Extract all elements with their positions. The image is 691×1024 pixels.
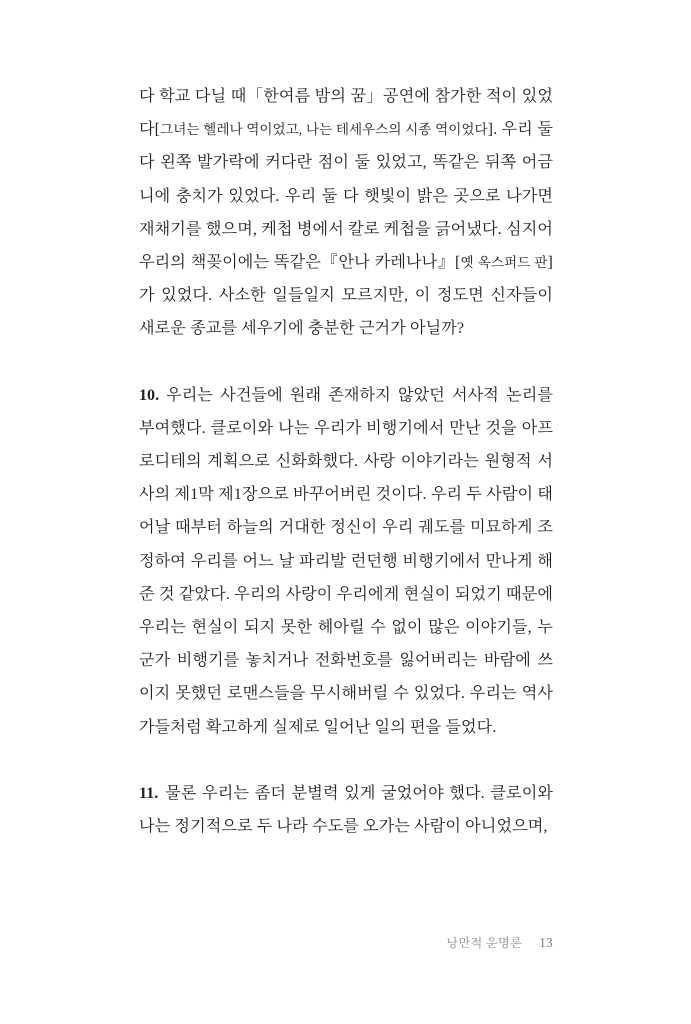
paragraph-11-text: 물론 우리는 좀더 분별력 있게 굴었어야 했다. 클로이와 나는 정기적으로 두 나라 수도를 오가는 사람이 아니었으며, <box>139 784 553 836</box>
paragraph-annotation-1: 그녀는 헬레나 역이었고, 나는 테세우스의 시종 역이었다 <box>160 122 488 138</box>
paragraph-annotation-2: 옛 옥스퍼드 판 <box>460 255 548 271</box>
paragraph-number-11: 11. <box>139 784 159 802</box>
paragraph-10-text: 우리는 사건들에 원래 존재하지 않았던 서사적 논리를 부여했다. 클로이와 나는 우리가 비행기에서 만난 것을 아프로디테의 계획으로 신화화했다. 사랑 이야기라는 원형적 서사의 제1막 제1장으로 바꾸어버린 것이다. 우리 두 사람이 태어날 때부터 하늘의 거대한 정신이 우리 궤도를 미묘하게 조정하여 우리를 어느 날 파리발 런던행 비행기에서 만나게 해준 것 같았다. 우리의 사랑이 우리에게 현실이 되었기 때문에 우리는 현실이 되지 못한 헤아릴 수 없이 많은 이야기들, 누군가 비행기를 놓치거나 전화번호를 잃어버리는 바람에 쓰이지 못했던 로맨스들을 무시해버릴 수 있었다. 우리는 역사가들처럼 확고하게 실제로 일어난 일의 편을 들었다. <box>139 386 553 736</box>
page-number: 13 <box>539 935 553 950</box>
text-column <box>139 80 553 843</box>
paragraph-number-10: 10. <box>139 386 160 404</box>
paragraph-10 <box>139 379 553 744</box>
running-title: 낭만적 운명론 <box>446 936 523 950</box>
paragraph-11 <box>139 777 553 843</box>
paragraph-text-part-1: 다 학교 다닐 때「한여름 밤의 꿈」공연에 참가한 적이 있었다[ <box>139 88 553 139</box>
page-footer <box>139 934 553 951</box>
paragraph-text-part-2: ]. 우리 둘 다 왼쪽 발가락에 커다란 점이 둘 있었고, 똑같은 뒤쪽 어금니에 충치가 있었다. 우리 둘 다 햇빛이 밝은 곳으로 나가면 재채기를 했으며, 케첩 병에서 칼로 케첩을 긁어냈다. 심지어 우리의 책꽂이에는 똑같은『안나 카레나나』[ <box>139 121 553 272</box>
paragraph-continued <box>139 80 553 346</box>
paragraph-text-part-3: ]가 있었다. 사소한 일들일지 모르지만, 이 정도면 신자들이 새로운 종교를 세우기에 충분한 근거가 아닐까? <box>139 254 553 338</box>
